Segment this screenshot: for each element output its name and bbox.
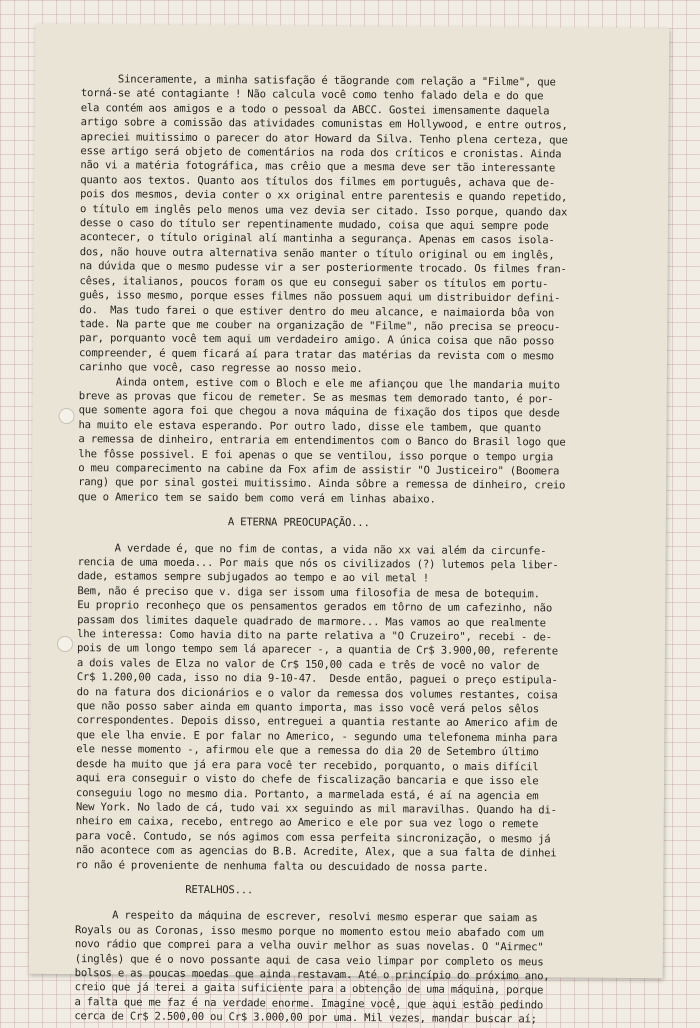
text-line: esse artigo será objeto de comentários na roda dos críticos e cronistas. Ainda [80, 145, 562, 161]
text-line: apreciei muitissimo o parecer do ator Howard da Silva. Tenho plena certeza, que [80, 130, 568, 147]
text-line: pois de um longo tempo sem lá aparecer -, a quantia de Cr$ 3.900,00, referente [76, 642, 558, 658]
text-line: do. Mas tudo farei o que estiver dentro do meu alcance, e naimaiorda bôa von [79, 303, 555, 319]
text-line: a falta que me faz é na verdade enorme. Imagine você, que aqui estão pedindo [74, 995, 544, 1012]
text-line: tade. Na parte que me couber na organização de "Filme", não precisa se preocu- [79, 318, 561, 334]
text-line: acontecer, o título original alí mantinha a segurança. Apenas em casos isola- [79, 231, 555, 247]
text-line: novo rádio que comprei para a velha ouvir melhor as suas novelas. O "Airmec" [74, 938, 544, 954]
text-line: A verdade é, que no fim de contas, a vida não xx vai além da circunfe- [77, 541, 547, 557]
text-line: Eu proprio reconheço que os pensamentos gerados em tôrno de um cafezinho, não [77, 599, 553, 615]
text-line: que ele lha envie. E por falar no Americo, - segundo uma telefonema minha para [76, 728, 558, 745]
text-line: dade, estamos sempre subjugados ao tempo e ao vil metal ! [77, 570, 429, 585]
paragraph-bloch [78, 375, 647, 509]
text-line: Cr$ 1.200,00 cada, isso no dia 9-10-47. Desde então, paguei o preço estipula- [76, 671, 558, 687]
text-line: não vi a matéria fotográfica, mas crêio que a mesma deve ser tão interessante [80, 159, 556, 175]
text-line: Royals ou as Coronas, isso mesmo porque no momento estou meio abafado com um [74, 923, 544, 940]
text-line: conseguiu logo no mesmo dia. Portanto, a marmelada está, é aí na agencia em [75, 786, 539, 802]
text-line: dos, não houve outra alternativa senão manter o título original ou em inglês, [79, 245, 555, 262]
text-line: compreender, é quem ficará aí para tratar das matérias da revista com o mesmo [78, 346, 554, 363]
text-line: bolsos e as poucas moedas que ainda restavam. Até o princípio do próximo ano, [74, 967, 550, 983]
text-line: Ainda ontem, estive com o Bloch e ele me afiançou que lhe mandaria muito [78, 375, 560, 391]
section-heading-retalhos: RETALHOS... [185, 883, 254, 897]
text-line: lhe interessa: Como havia dito na parte relativa a "O Cruzeiro", recebi - de- [77, 628, 552, 644]
text-line: torná-se até contagiante ! Não calcula você como tenho falado dela e do que [80, 87, 544, 103]
text-line: guês, isso mesmo, porque esses filmes não possuem aqui um distribuidor defini- [79, 289, 561, 305]
binder-hole [59, 408, 75, 424]
text-line: desse o caso do título ser repentinamente mudado, coisa que aqui sempre pode [79, 217, 549, 233]
text-line: na dúvida que o mesmo pudesse vir a ser posteriormente trocado. Os filmes fran- [79, 260, 567, 276]
text-line: que não posso saber ainda em quanto importa, mas isso você verá pelos sêlos [76, 700, 540, 716]
text-line: artigo sobre a comissão das atividades comunistas em Hollywood, e entre outros, [80, 116, 568, 132]
text-line: não acontece com as agencias do B.B. Acredite, Alex, que a sua falta de dinhei [75, 844, 557, 860]
text-line: ha muito ele estava esperando. Por outro lado, disse ele tambem, que quanto [78, 418, 542, 435]
text-line: creio que já terei a gaita suficiente para a obtenção de uma máquina, porque [74, 981, 544, 997]
text-line: que somente agora foi que chegou a nova máquina de fixação dos tipos que desde [78, 404, 560, 420]
text-line: a dois vales de Elza no valor de Cr$ 150,00 cada e três de você no valor de [76, 656, 540, 673]
text-line: quanto aos textos. Quanto aos títulos dos filmes em português, achava que de- [80, 173, 556, 190]
typewritten-letter-page [29, 24, 670, 1026]
text-line: New York. No lado de cá, tudo vai xx seguindo as mil maravilhas. Quando ha di- [75, 801, 557, 817]
text-line: do na fatura dos dicionários e o valor da remessa dos volumes restantes, coisa [76, 685, 558, 702]
text-line: que o Americo tem se saido bem como verá em linhas abaixo. [77, 490, 436, 506]
text-line: (inglês) que é o novo possante aqui de casa veio limpar por completo os meus [74, 952, 544, 968]
text-line: rencia de uma moeda... Por mais que nós os civilizados (?) lutemos pela liber- [77, 556, 559, 572]
text-line: pois dos mesmos, devia conter o xx original entre parentesis e quando repetido, [80, 188, 568, 204]
text-line: A respeito da máquina de escrever, resolvi mesmo esperar que saiam as [75, 909, 538, 925]
text-line: ele nesse momento -, afirmou ele que a remessa do dia 20 de Setembro último [76, 743, 539, 759]
text-line: carinho que você, caso regresse ao nosso meio. [78, 361, 363, 376]
text-line: correspondentes. Depois disso, entreguei a quantia restante ao Americo afim de [76, 714, 558, 730]
text-line: ela contém aos amigos e a todo o pessoal da ABCC. Gostei imensamente daquela [80, 101, 550, 118]
text-line: breve as provas que ficou de remeter. Se as mesmas tem demorado tanto, é por- [78, 390, 554, 406]
text-line: cerca de Cr$ 2.500,00 ou Cr$ 3.000,00 por uma. Mil vezes, mandar buscar aí; [74, 1010, 537, 1026]
text-line: Bem, não é preciso que v. diga ser issom uma filosofia de mesa de botequim. [77, 584, 540, 601]
binder-hole [57, 636, 73, 652]
text-line: o meu comparecimento na cabine da Fox afim de assistir "O Justiceiro" (Boomera [78, 462, 560, 478]
text-line: par, porquanto você tem aqui um verdadeiro amigo. A única coisa que não posso [79, 332, 554, 348]
text-line: Sinceramente, a minha satisfação é tãogrande com relação a "Filme", que [80, 73, 556, 89]
text-line: a remessa de dinheiro, entraria em entendimentos com o Banco do Brasil logo que [78, 433, 566, 449]
text-line: rang) que por sinal gostei muitissimo. Ainda sôbre a remessa de dinheiro, creio [78, 476, 566, 492]
text-line: nheiro em caixa, recebo, entrego ao Americo e ele por sua vez logo o remete [75, 815, 539, 831]
paragraph-money [75, 541, 645, 876]
text-line: desde ha muito que já era para você ter recebido, porquanto, o mais difícil [76, 757, 539, 774]
text-line: cêses, italianos, poucos foram os que eu consegui saber os títulos em portu- [79, 274, 549, 291]
text-line: para você. Contudo, se nós agimos com essa perfeita sincronização, o mesmo já [75, 829, 551, 846]
text-line: o título em inglês pelo menos uma vez devia ser citado. Isso porque, quando dax [79, 202, 568, 219]
section-heading-eterna-preocupacao: A ETERNA PREOCUPAÇÃO... [227, 516, 370, 530]
paragraph-typewriter [74, 908, 643, 1027]
text-line: lhe fôsse possivel. E foi apenas o que se ventilou, isso porque o tempo urgia [78, 447, 554, 463]
paragraph-satisfaction [79, 72, 649, 378]
text-line: ro não é proveniente de nenhuma falta ou descuidado de nossa parte. [75, 858, 489, 874]
text-line: aqui era conseguir o visto do chefe de fiscalização bancaria e que isso ele [76, 772, 539, 788]
text-line: passam dos limites daquele quadrado de marmore... Mas vamos ao que realmente [77, 613, 546, 630]
